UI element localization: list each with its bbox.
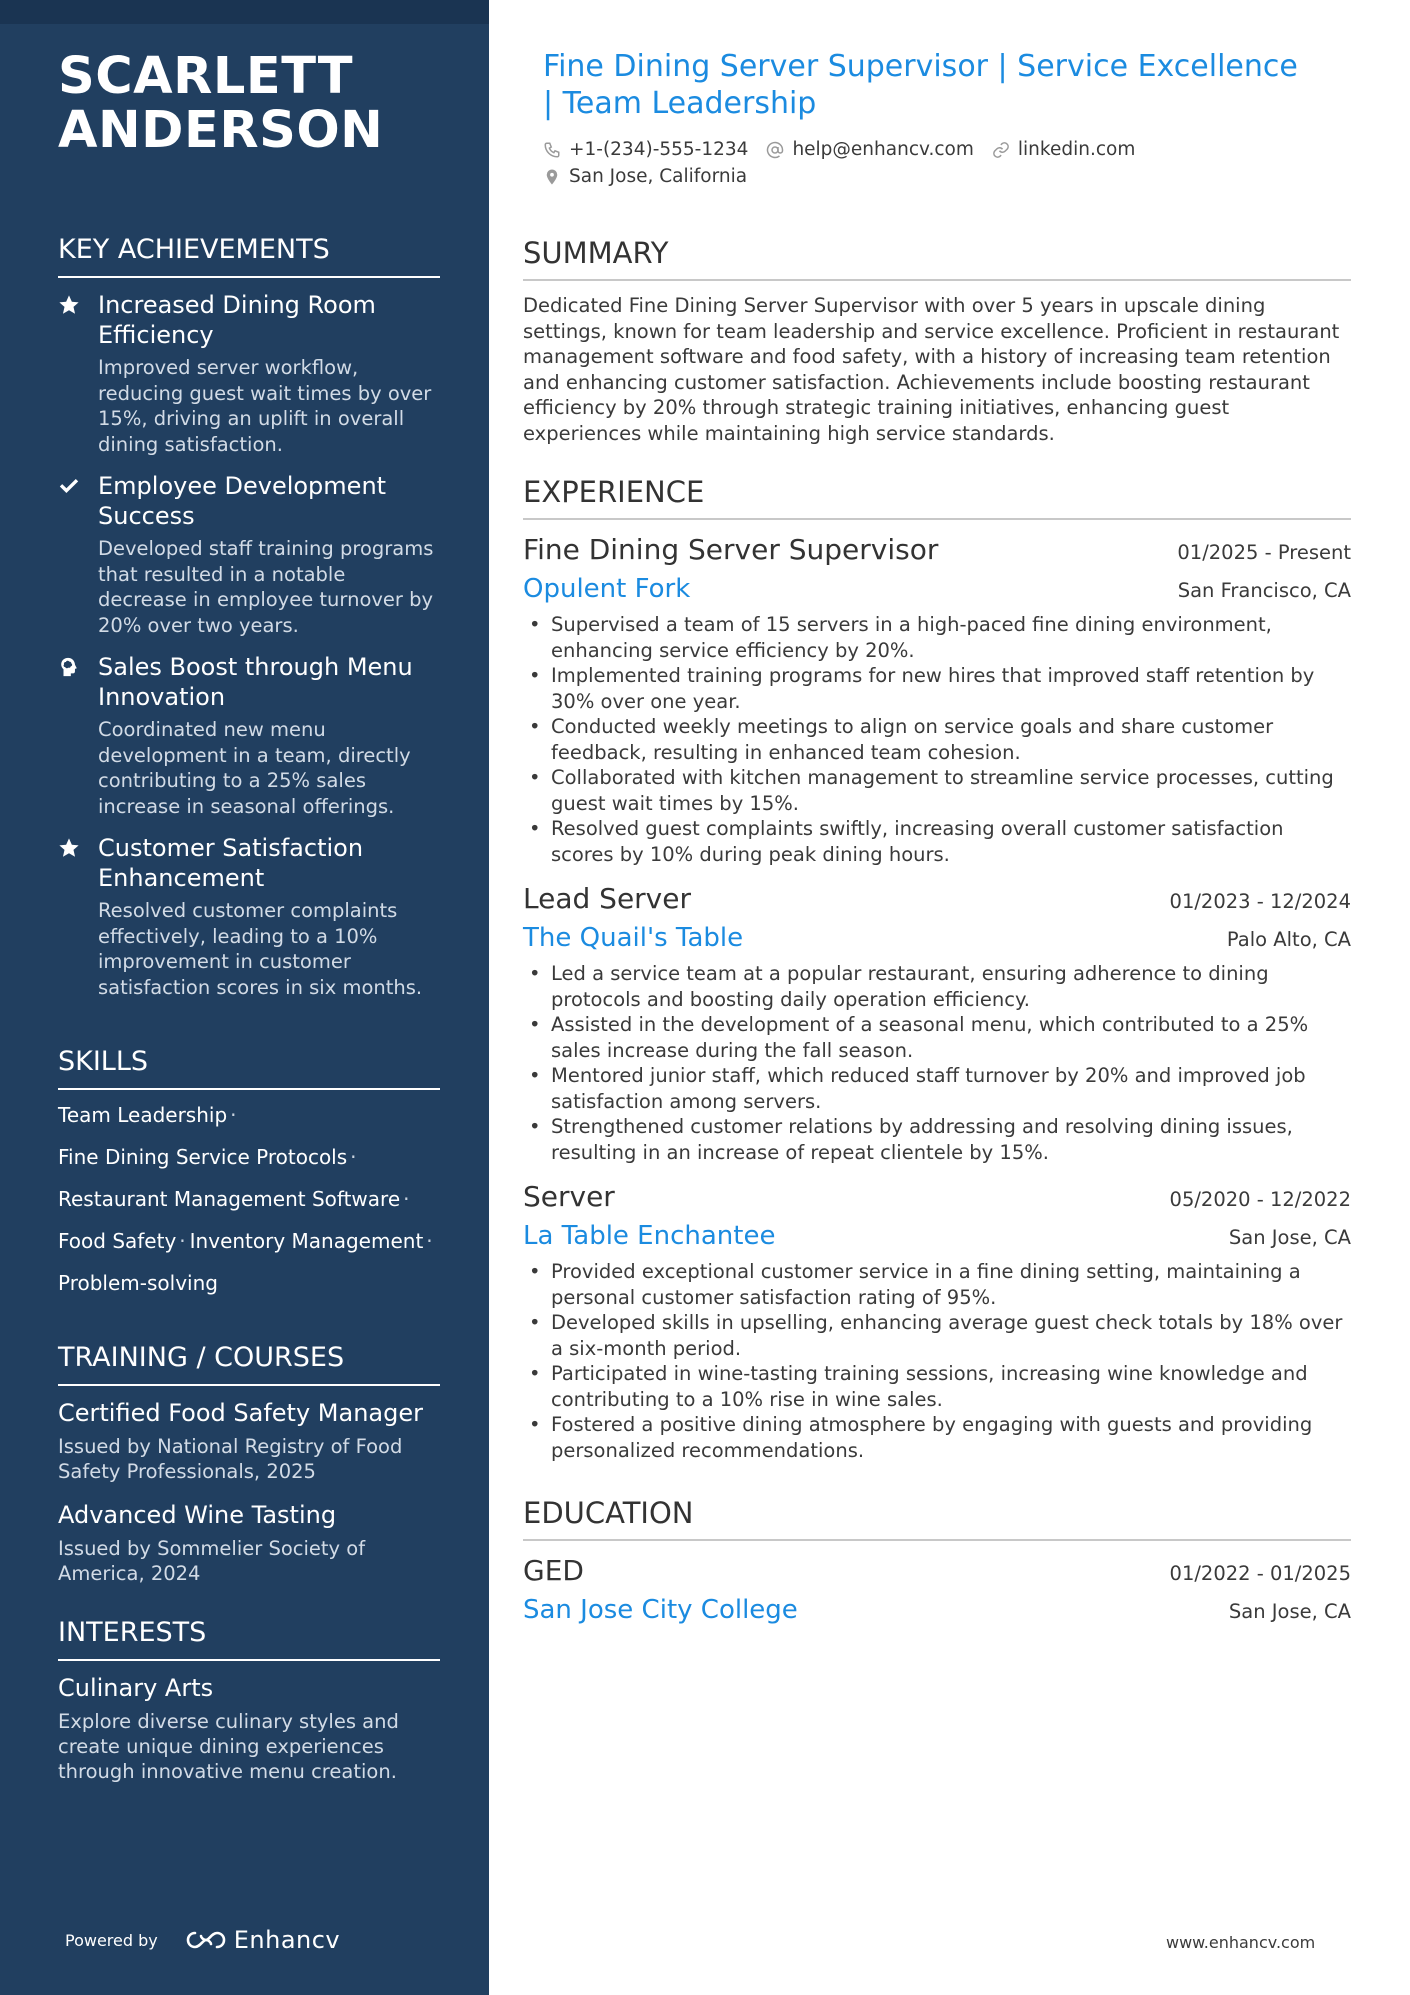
achievement-item	[58, 471, 440, 638]
contact-email[interactable]	[766, 139, 973, 160]
summary-heading: SUMMARY	[523, 235, 1351, 281]
skill-tag: Food Safety	[58, 1229, 177, 1253]
education-entry	[523, 1553, 1351, 1627]
school-location: San Jose, CA	[1228, 1600, 1351, 1623]
course-desc: Issued by Sommelier Society of America, 2024	[58, 1537, 366, 1585]
first-name: SCARLETT	[58, 47, 353, 106]
job-company: The Quail's Table	[523, 923, 744, 953]
star-icon	[58, 833, 98, 1000]
linkedin-url: linkedin.com	[1017, 139, 1136, 160]
course-title: Certified Food Safety Manager	[58, 1399, 423, 1427]
summary-section	[523, 235, 1351, 446]
job-company: Opulent Fork	[523, 574, 691, 604]
at-sign-icon	[766, 141, 784, 159]
bullet-item: • Provided exceptional customer service in a fine dining setting, maintaining a personal customer satisfaction rating of 95%.	[523, 1259, 1351, 1310]
skill-tag: Fine Dining Service Protocols	[58, 1145, 348, 1169]
job-bullets	[523, 1259, 1351, 1463]
course-item	[58, 1398, 440, 1484]
achievement-desc: Resolved customer complaints effectively, leading to a 10% improvement in customer satisfaction scores in six months.	[98, 899, 423, 999]
contact-linkedin[interactable]	[992, 139, 1135, 160]
education-section	[523, 1495, 1351, 1641]
enhancv-infinity-icon	[184, 1928, 228, 1952]
bullet-item: • Fostered a positive dining atmosphere by engaging with guests and providing personalized recommendations.	[523, 1412, 1351, 1463]
course-desc: Issued by National Registry of Food Safety Professionals, 2025	[58, 1435, 403, 1483]
email-address: help@enhancv.com	[792, 139, 974, 160]
course-title: Advanced Wine Tasting	[58, 1501, 337, 1529]
star-icon	[58, 290, 98, 457]
job-title: Lead Server	[523, 882, 691, 915]
job-dates: 05/2020 - 12/2022	[1169, 1188, 1351, 1211]
link-icon	[992, 141, 1010, 159]
skills-row: Food Safety · Inventory Management ·	[58, 1229, 433, 1253]
bullet-item: • Led a service team at a popular restaurant, ensuring adherence to dining protocols and boosting daily operation efficiency.	[523, 961, 1351, 1012]
skill-tag: Inventory Management	[189, 1229, 424, 1253]
skill-tag: Problem-solving	[58, 1271, 218, 1295]
summary-text: Dedicated Fine Dining Server Supervisor with over 5 years in upscale dining settings, known for team leadership and service excellence. Proficient in restaurant management software and food safety, with a history of increasing team retention and enhancing customer satisfaction. Achievements include boosting restaurant efficiency by 20% through strategic training initiatives, enhancing guest experiences while maintaining high service standards.	[523, 294, 1340, 445]
achievement-desc: Improved server workflow, reducing guest wait times by over 15%, driving an uplift in overall dining satisfaction.	[98, 356, 432, 456]
achievement-title: Increased Dining Room Efficiency	[98, 291, 376, 349]
achievement-title: Sales Boost through Menu Innovation	[98, 653, 413, 711]
skill-tag: Team Leadership	[58, 1103, 228, 1127]
key-achievements-section	[58, 232, 440, 1014]
bullet-item: • Conducted weekly meetings to align on service goals and share customer feedback, resulting in enhanced team cohesion.	[523, 714, 1351, 765]
course-item	[58, 1500, 440, 1586]
degree: GED	[523, 1554, 584, 1587]
powered-by-footer	[65, 1926, 340, 1954]
bullet-item: • Implemented training programs for new hires that improved staff retention by 30% over one year.	[523, 663, 1351, 714]
website-link[interactable]: www.enhancv.com	[1166, 1933, 1316, 1952]
skills-row	[58, 1270, 440, 1297]
location-text: San Jose, California	[569, 166, 748, 187]
powered-by-label: Powered by	[65, 1930, 158, 1950]
candidate-name	[58, 47, 458, 160]
job-location: Palo Alto, CA	[1226, 928, 1351, 951]
training-section	[58, 1340, 440, 1602]
interests-heading: INTERESTS	[58, 1615, 440, 1661]
interests-section	[58, 1615, 440, 1800]
bullet-item: • Strengthened customer relations by addressing and resolving dining issues, resulting in an increase of repeat clientele by 15%.	[523, 1114, 1351, 1165]
job-entry	[523, 881, 1351, 1165]
school-name: San Jose City College	[523, 1595, 798, 1625]
skills-row: Team Leadership ·	[58, 1103, 237, 1127]
job-title: Fine Dining Server Supervisor	[523, 533, 939, 566]
bullet-item: • Assisted in the development of a seasonal menu, which contributed to a 25% sales increase during the fall season.	[523, 1012, 1351, 1063]
location-pin-icon	[543, 168, 561, 186]
achievement-title: Employee Development Success	[98, 472, 387, 530]
education-dates: 01/2022 - 01/2025	[1169, 1562, 1351, 1585]
achievement-desc: Coordinated new menu development in a team, directly contributing to a 25% sales increase in seasonal offerings.	[98, 718, 411, 818]
job-location: San Francisco, CA	[1177, 579, 1351, 602]
job-dates: 01/2025 - Present	[1177, 541, 1351, 564]
achievement-item	[58, 652, 440, 819]
achievement-title: Customer Satisfaction Enhancement	[98, 834, 364, 892]
skills-row: Restaurant Management Software ·	[58, 1187, 410, 1211]
bullet-item: • Mentored junior staff, which reduced staff turnover by 20% and improved job satisfaction among servers.	[523, 1063, 1351, 1114]
headline: Fine Dining Server Supervisor | Service Excellence | Team Leadership	[543, 49, 1298, 121]
experience-section	[523, 474, 1351, 1477]
sidebar-top-bar	[0, 0, 489, 24]
skills-section	[58, 1044, 440, 1312]
skill-tag: Restaurant Management Software	[58, 1187, 401, 1211]
job-bullets	[523, 612, 1351, 867]
job-entry	[523, 532, 1351, 867]
skills-heading: SKILLS	[58, 1044, 440, 1090]
enhancv-brand: Enhancv	[233, 1926, 341, 1954]
interest-desc: Explore diverse culinary styles and create unique dining experiences through innovative menu creation.	[58, 1710, 399, 1783]
key-achievements-heading: KEY ACHIEVEMENTS	[58, 232, 440, 278]
bullet-item: • Collaborated with kitchen management to streamline service processes, cutting guest wait times by 15%.	[523, 765, 1351, 816]
achievement-desc: Developed staff training programs that resulted in a notable decrease in employee turnover by 20% over two years.	[98, 537, 434, 637]
job-title: Server	[523, 1180, 615, 1213]
training-heading: TRAINING / COURSES	[58, 1340, 440, 1386]
achievement-item	[58, 833, 440, 1000]
bullet-item: • Participated in wine-tasting training sessions, increasing wine knowledge and contributing to a 10% rise in wine sales.	[523, 1361, 1351, 1412]
achievement-item	[58, 290, 440, 457]
contact-phone	[543, 139, 748, 160]
skills-row: Fine Dining Service Protocols ·	[58, 1145, 357, 1169]
last-name: ANDERSON	[58, 101, 384, 160]
job-bullets	[523, 961, 1351, 1165]
bullet-item: • Developed skills in upselling, enhancing average guest check totals by 18% over a six-month period.	[523, 1310, 1351, 1361]
interest-item	[58, 1673, 440, 1784]
bullet-item: • Supervised a team of 15 servers in a high-paced fine dining environment, enhancing service efficiency by 20%.	[523, 612, 1351, 663]
brain-icon	[58, 652, 98, 819]
contact-info	[543, 136, 1303, 190]
job-entry	[523, 1179, 1351, 1463]
education-heading: EDUCATION	[523, 1495, 1351, 1541]
bullet-item: • Resolved guest complaints swiftly, increasing overall customer satisfaction scores by 10% during peak dining hours.	[523, 816, 1351, 867]
sidebar	[0, 0, 489, 1995]
phone-icon	[543, 141, 561, 159]
job-dates: 01/2023 - 12/2024	[1169, 890, 1351, 913]
contact-location	[543, 166, 747, 187]
job-company: La Table Enchantee	[523, 1221, 776, 1251]
interest-title: Culinary Arts	[58, 1674, 214, 1702]
enhancv-logo[interactable]	[184, 1926, 340, 1954]
experience-heading: EXPERIENCE	[523, 474, 1351, 520]
phone-number: +1-(234)-555-1234	[569, 139, 749, 160]
job-location: San Jose, CA	[1228, 1226, 1351, 1249]
checkmark-icon	[58, 471, 98, 638]
